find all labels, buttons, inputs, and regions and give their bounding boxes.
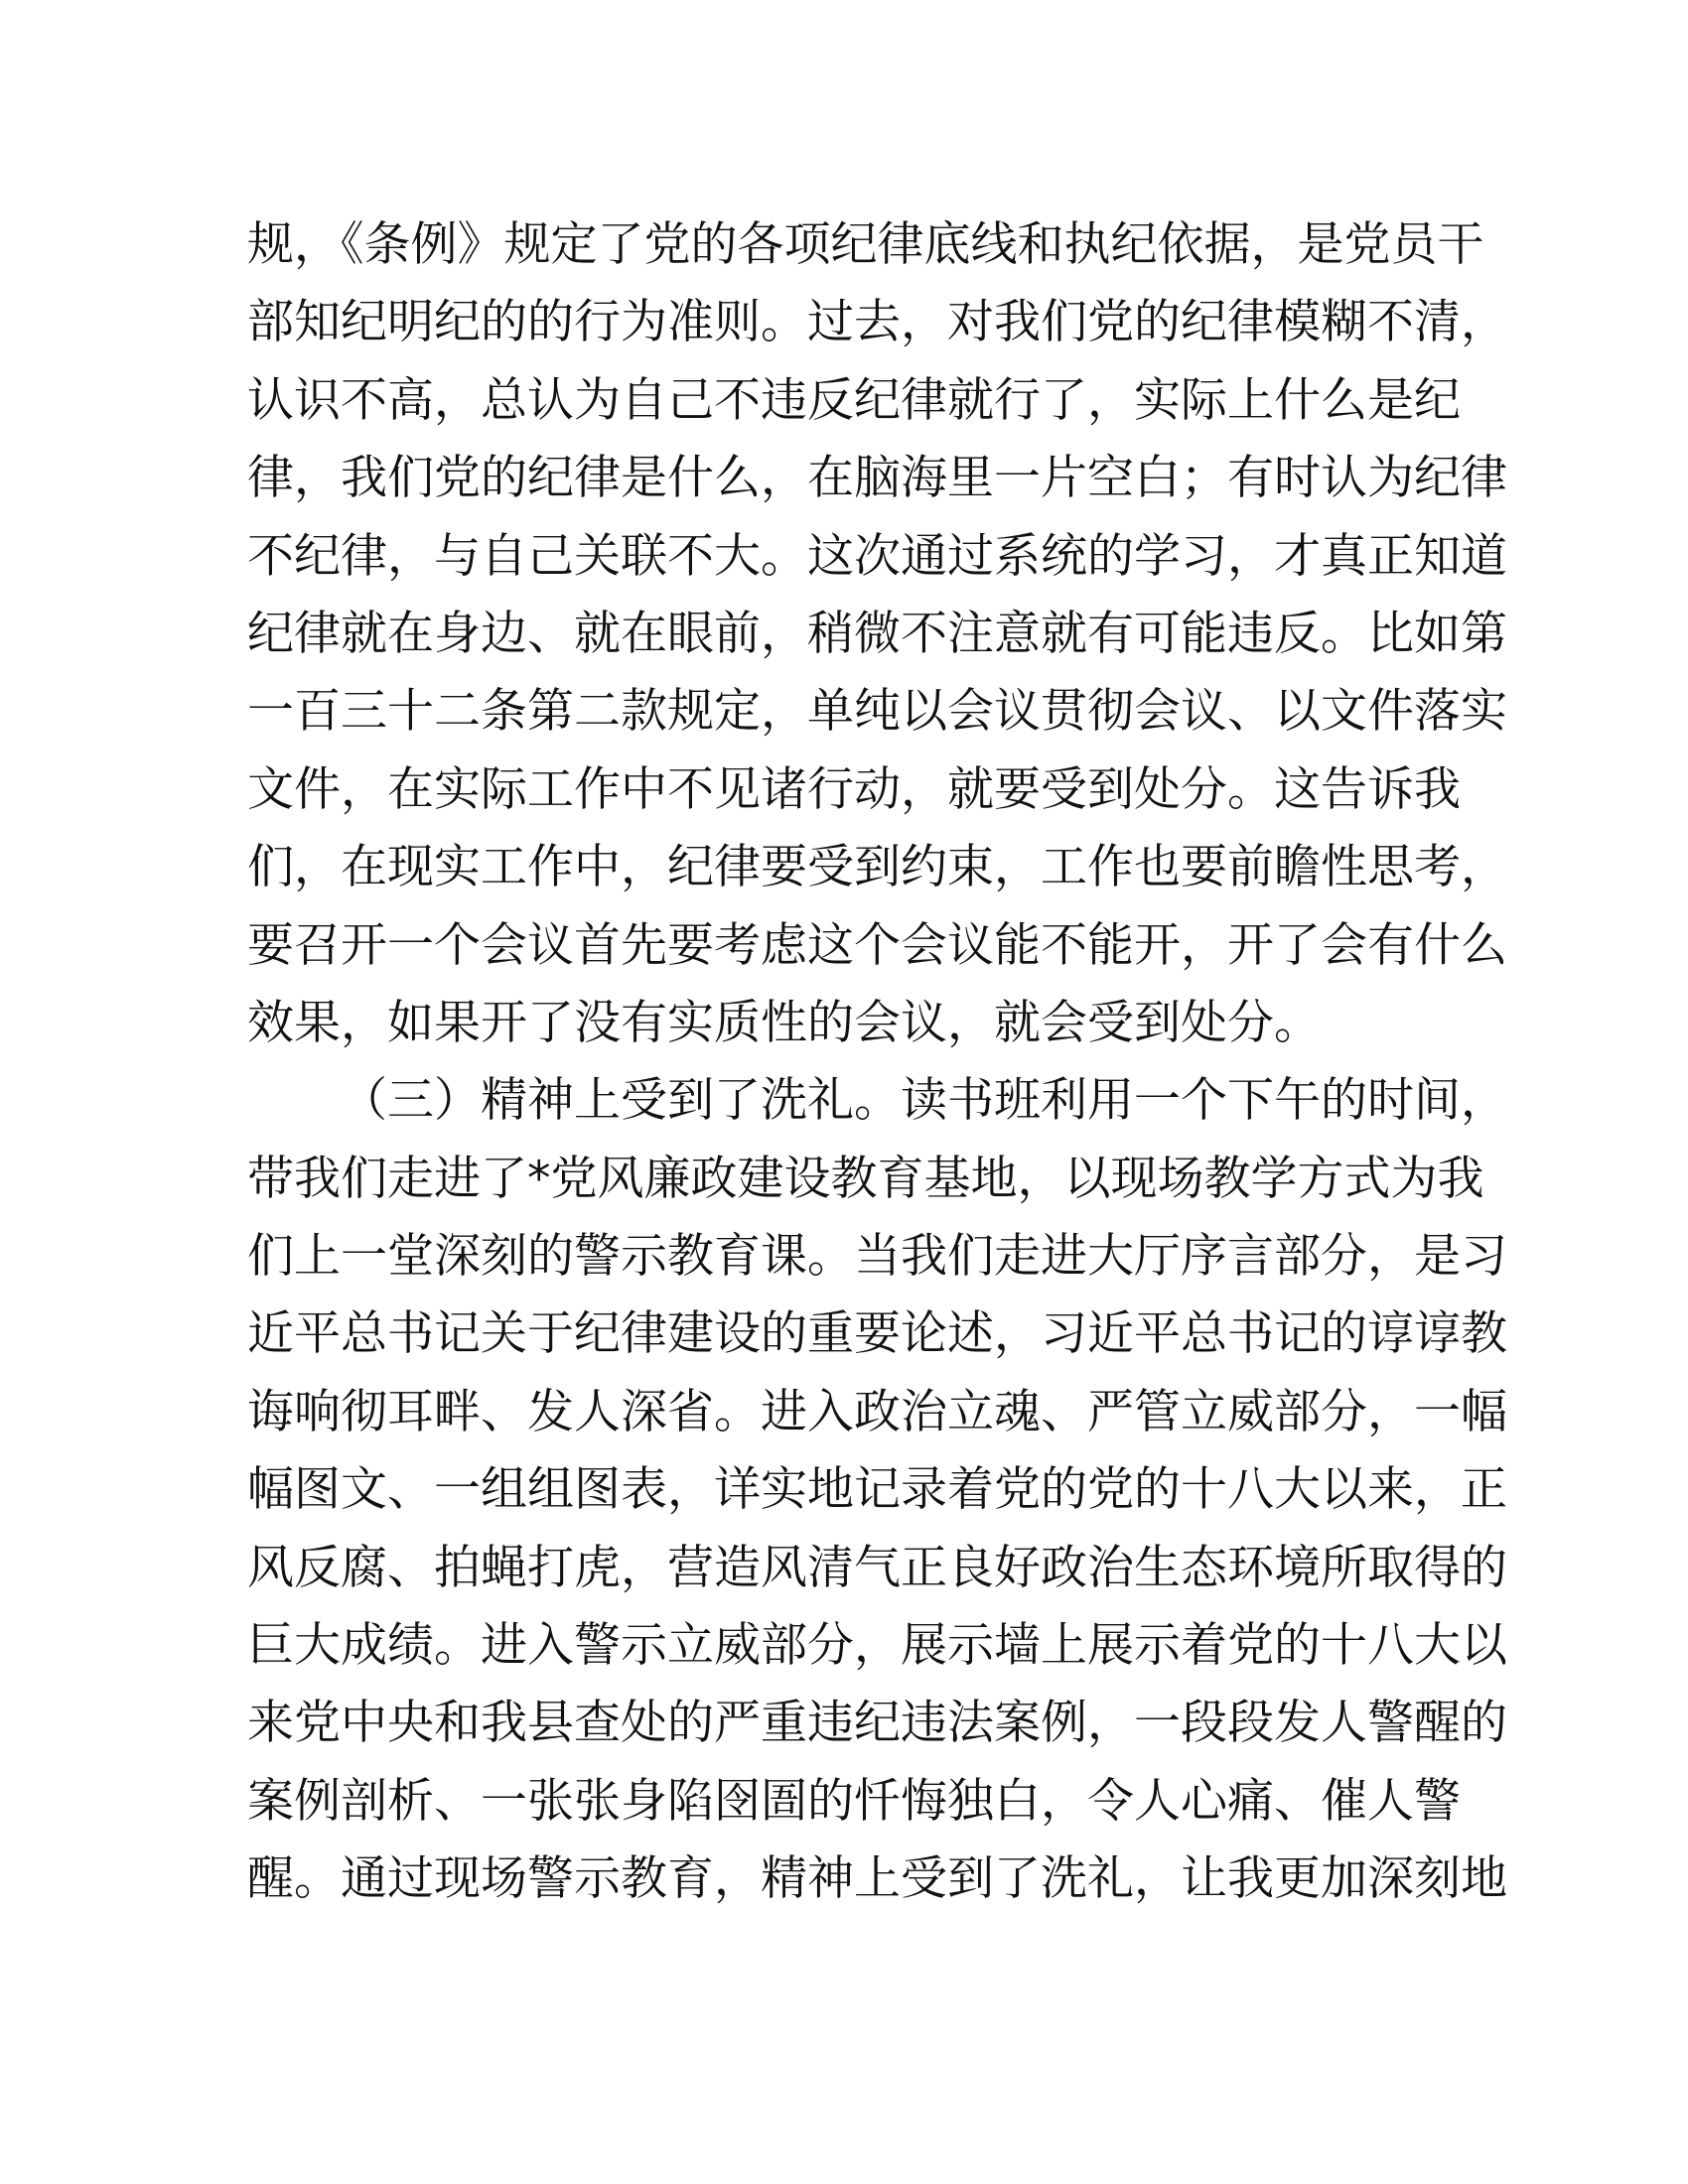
text-line: 部知纪明纪的的行为准则。过去，对我们党的纪律模糊不清，	[247, 295, 1507, 350]
paragraph-spiritual-baptism	[247, 1062, 1507, 1918]
text-line: 带我们走进了*党风廉政建设教育基地，以现场教学方式为我	[247, 1151, 1484, 1206]
text-line: 规，《条例》规定了党的各项纪律底线和执纪依据，是党员干	[247, 217, 1484, 272]
text-line: 近平总书记关于纪律建设的重要论述，习近平总书记的谆谆教	[247, 1306, 1507, 1362]
text-line: 来党中央和我县查处的严重违纪违法案例，一段段发人警醒的	[247, 1696, 1507, 1751]
text-line: 纪律就在身边、就在眼前，稍微不注意就有可能违反。比如第	[247, 606, 1507, 661]
text-line: 不纪律，与自己关联不大。这次通过系统的学习，才真正知道	[247, 528, 1507, 584]
text-line: 文件，在实际工作中不见诸行动，就要受到处分。这告诉我	[247, 761, 1461, 817]
text-line: 们上一堂深刻的警示教育课。当我们走进大厅序言部分，是习	[247, 1229, 1507, 1285]
text-line: 巨大成绩。进入警示立威部分，展示墙上展示着党的十八大以	[247, 1618, 1507, 1674]
text-line: 认识不高，总认为自己不违反纪律就行了，实际上什么是纪	[247, 372, 1461, 428]
text-line: 风反腐、拍蝇打虎，营造风清气正良好政治生态环境所取得的	[247, 1540, 1507, 1595]
text-line: 案例剖析、一张张身陷囹圄的忏悔独白，令人心痛、催人警	[247, 1773, 1461, 1829]
text-line: 醒。通过现场警示教育，精神上受到了洗礼，让我更加深刻地	[247, 1851, 1507, 1907]
text-line: 要召开一个会议首先要考虑这个会议能不能开，开了会有什么	[247, 917, 1507, 973]
text-line: 律，我们党的纪律是什么，在脑海里一片空白；有时认为纪律	[247, 451, 1507, 506]
text-line: 们，在现实工作中，纪律要受到约束，工作也要前瞻性思考，	[247, 840, 1507, 895]
text-line: 幅图文、一组组图表，详实地记录着党的党的十八大以来，正	[247, 1462, 1507, 1518]
body-text	[247, 206, 1507, 1919]
paragraph-discipline-learning	[247, 206, 1507, 1062]
text-line: 一百三十二条第二款规定，单纯以会议贯彻会议、以文件落实	[247, 684, 1507, 740]
text-line: （三）精神上受到了洗礼。读书班利用一个下午的时间，	[341, 1073, 1507, 1129]
text-line: 诲响彻耳畔、发人深省。进入政治立魂、严管立威部分，一幅	[247, 1384, 1507, 1439]
text-line: 效果，如果开了没有实质性的会议，就会受到处分。	[247, 995, 1321, 1050]
